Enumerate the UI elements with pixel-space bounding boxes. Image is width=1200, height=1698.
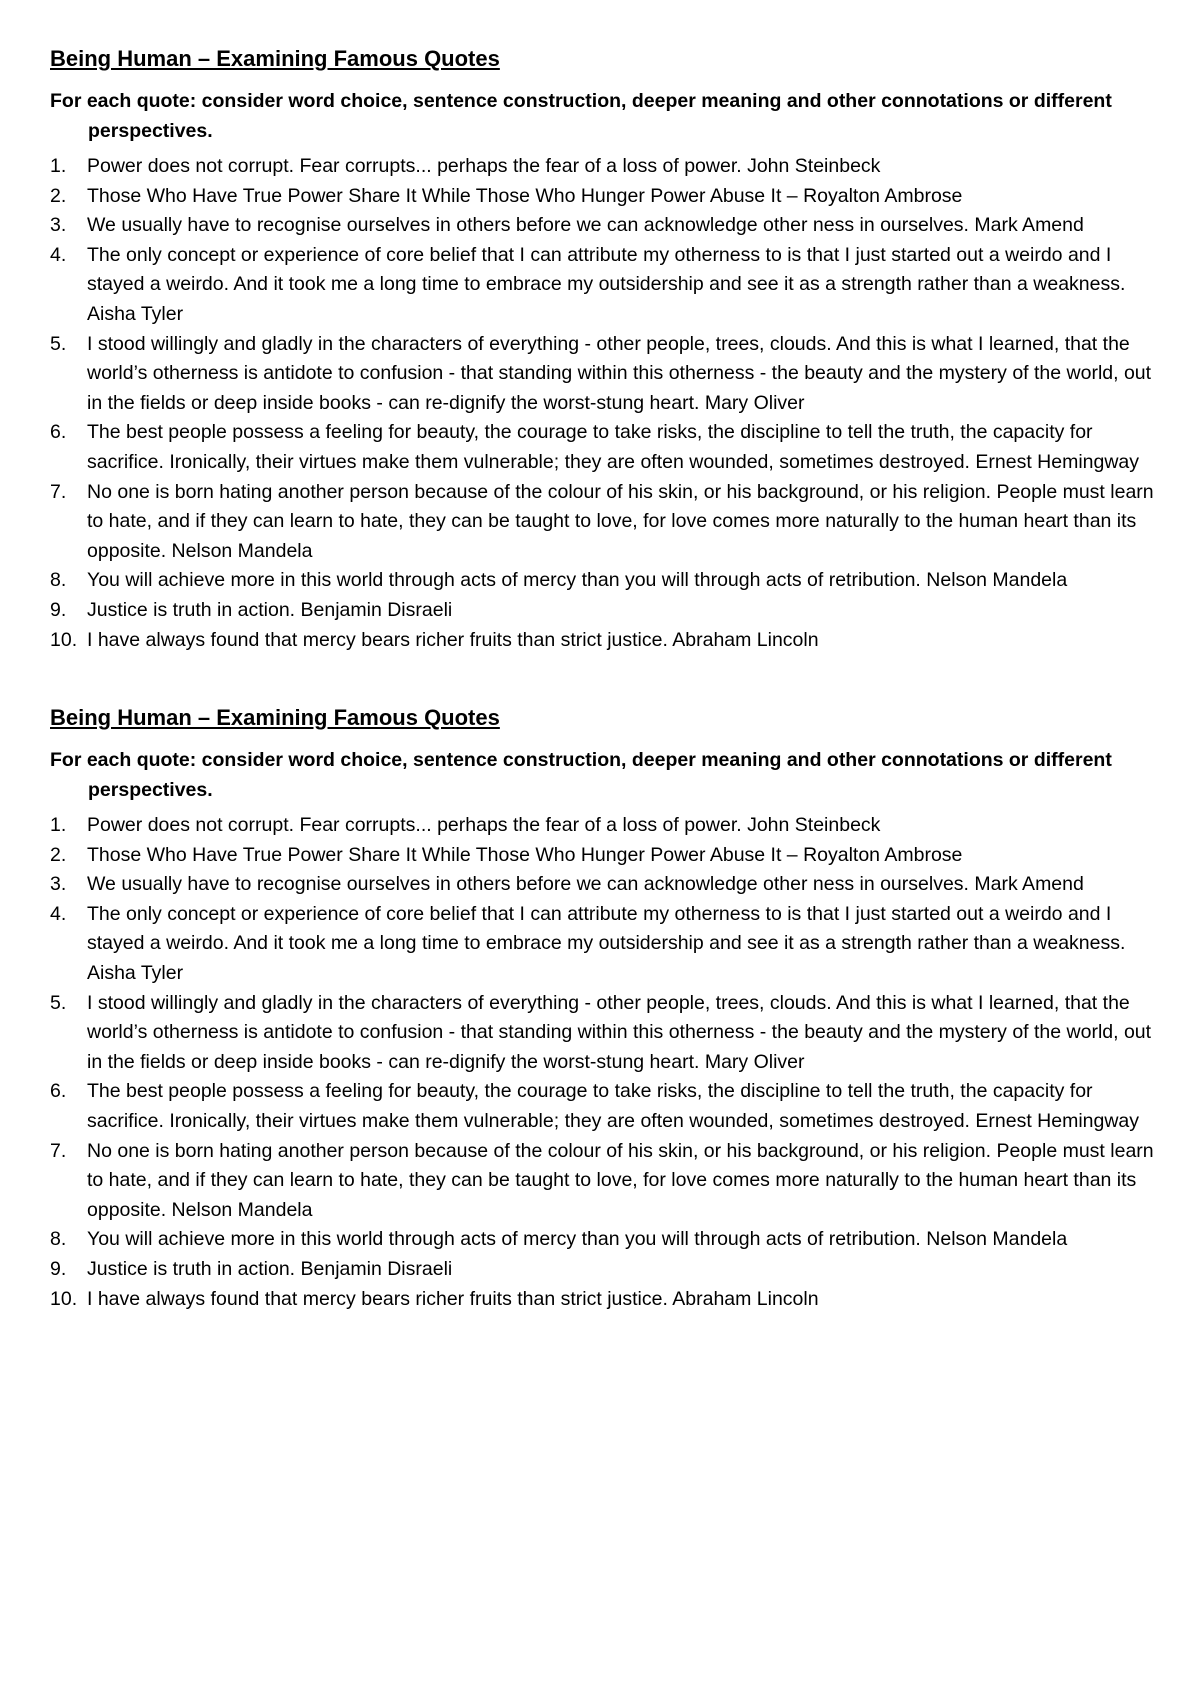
quote-text: You will achieve more in this world through acts of mercy than you will through acts of retribution. Nelson Mandela (87, 569, 1068, 592)
quote-text: The best people possess a feeling for beauty, the courage to take risks, the discipline to tell the truth, the capacity for sacrifice. Ironically, their virtues make them vulnerable; they are often wounded, sometimes destroyed. Ernest Hemingway (87, 421, 1140, 473)
quote-text: No one is born hating another person because of the colour of his skin, or his background, or his religion. People must learn to hate, and if they can learn to hate, they can be taught to love, for love comes more naturally to the human heart than its opposite. Nelson Mandela (87, 480, 1154, 562)
quote-text: We usually have to recognise ourselves in others before we can acknowledge other ness in ourselves. Mark Amend (87, 873, 1084, 896)
quote-item (50, 1225, 1160, 1255)
quote-item (50, 1137, 1160, 1226)
quote-item (50, 1285, 1160, 1315)
quote-number: 10. (50, 628, 78, 651)
section-title: Being Human – Examining Famous Quotes (50, 705, 500, 731)
quote-item (50, 1255, 1160, 1285)
quote-text: Power does not corrupt. Fear corrupts... perhaps the fear of a loss of power. John Steinbeck (87, 814, 881, 837)
quote-number: 6. (50, 1080, 67, 1103)
quote-item (50, 900, 1160, 989)
quotes-section (50, 703, 1160, 1314)
quote-text: Justice is truth in action. Benjamin Disraeli (87, 1258, 453, 1280)
quote-item (50, 152, 1160, 182)
quote-text: I stood willingly and gladly in the characters of everything - other people, trees, clouds. And this is what I learned, that the world’s otherness is antidote to confusion - that standing within this otherness - the beauty and the mystery of the world, out in the fields or deep inside books - can re-dignify the worst-stung heart. Mary Oliver (87, 332, 1152, 414)
quote-number: 4. (50, 902, 67, 925)
quote-list (50, 152, 1160, 655)
quote-text: Those Who Have True Power Share It While Those Who Hunger Power Abuse It – Royalton Ambrose (87, 843, 963, 866)
quote-number: 9. (50, 1258, 67, 1280)
section-instructions: For each quote: consider word choice, sentence construction, deeper meaning and other connotations or different perspectives. (50, 749, 1112, 802)
quote-text: Those Who Have True Power Share It While Those Who Hunger Power Abuse It – Royalton Ambrose (87, 184, 963, 207)
quote-number: 8. (50, 1228, 67, 1251)
quote-number: 7. (50, 480, 67, 503)
quote-text: The only concept or experience of core belief that I can attribute my otherness to is that I just started out a weirdo and I stayed a weirdo. And it took me a long time to embrace my outsidership and see it as a strength rather than a weakness. Aisha Tyler (87, 902, 1126, 985)
quote-item (50, 989, 1160, 1078)
quote-text: I have always found that mercy bears richer fruits than strict justice. Abraham Lincoln (87, 628, 819, 651)
quote-number: 3. (50, 214, 67, 237)
quote-item (50, 182, 1160, 212)
quote-number: 6. (50, 421, 67, 444)
quote-number: 10. (50, 1287, 78, 1310)
quote-number: 4. (50, 243, 67, 266)
quote-number: 9. (50, 598, 67, 621)
quote-item (50, 566, 1160, 596)
quote-number: 2. (50, 184, 67, 207)
quote-number: 1. (50, 155, 67, 177)
quote-item (50, 811, 1160, 841)
quote-item (50, 241, 1160, 330)
quote-text: Justice is truth in action. Benjamin Disraeli (87, 598, 453, 621)
quote-item (50, 870, 1160, 900)
quote-text: The best people possess a feeling for beauty, the courage to take risks, the discipline to tell the truth, the capacity for sacrifice. Ironically, their virtues make them vulnerable; they are often wounded, sometimes destroyed. Ernest Hemingway (87, 1080, 1140, 1133)
quote-item (50, 626, 1160, 656)
quote-number: 7. (50, 1139, 67, 1162)
quote-number: 5. (50, 991, 67, 1014)
quote-item (50, 596, 1160, 626)
quote-item (50, 1077, 1160, 1136)
quote-item (50, 330, 1160, 419)
section-title: Being Human – Examining Famous Quotes (50, 46, 500, 71)
quote-number: 1. (50, 814, 67, 837)
quote-text: I have always found that mercy bears richer fruits than strict justice. Abraham Lincoln (87, 1287, 819, 1310)
quote-text: You will achieve more in this world through acts of mercy than you will through acts of retribution. Nelson Mandela (87, 1228, 1068, 1251)
quote-text: I stood willingly and gladly in the characters of everything - other people, trees, clouds. And this is what I learned, that the world’s otherness is antidote to confusion - that standing within this otherness - the beauty and the mystery of the world, out in the fields or deep inside books - can re-dignify the worst-stung heart. Mary Oliver (87, 991, 1152, 1073)
quote-list (50, 811, 1160, 1314)
quote-item (50, 478, 1160, 567)
quote-text: Power does not corrupt. Fear corrupts... perhaps the fear of a loss of power. John Steinbeck (87, 155, 881, 177)
quote-item (50, 211, 1160, 241)
quote-item (50, 841, 1160, 871)
quote-text: We usually have to recognise ourselves in others before we can acknowledge other ness in ourselves. Mark Amend (87, 214, 1084, 237)
quote-number: 8. (50, 569, 67, 592)
quote-item (50, 418, 1160, 477)
quote-text: The only concept or experience of core belief that I can attribute my otherness to is that I just started out a weirdo and I stayed a weirdo. And it took me a long time to embrace my outsidership and see it as a strength rather than a weakness. Aisha Tyler (87, 243, 1126, 325)
section-instructions: For each quote: consider word choice, sentence construction, deeper meaning and other connotations or different perspectives. (50, 90, 1112, 142)
quotes-section (50, 44, 1160, 655)
quote-number: 5. (50, 332, 67, 355)
quote-text: No one is born hating another person because of the colour of his skin, or his background, or his religion. People must learn to hate, and if they can learn to hate, they can be taught to love, for love comes more naturally to the human heart than its opposite. Nelson Mandela (87, 1139, 1154, 1221)
quote-number: 3. (50, 873, 67, 896)
quote-number: 2. (50, 843, 67, 866)
